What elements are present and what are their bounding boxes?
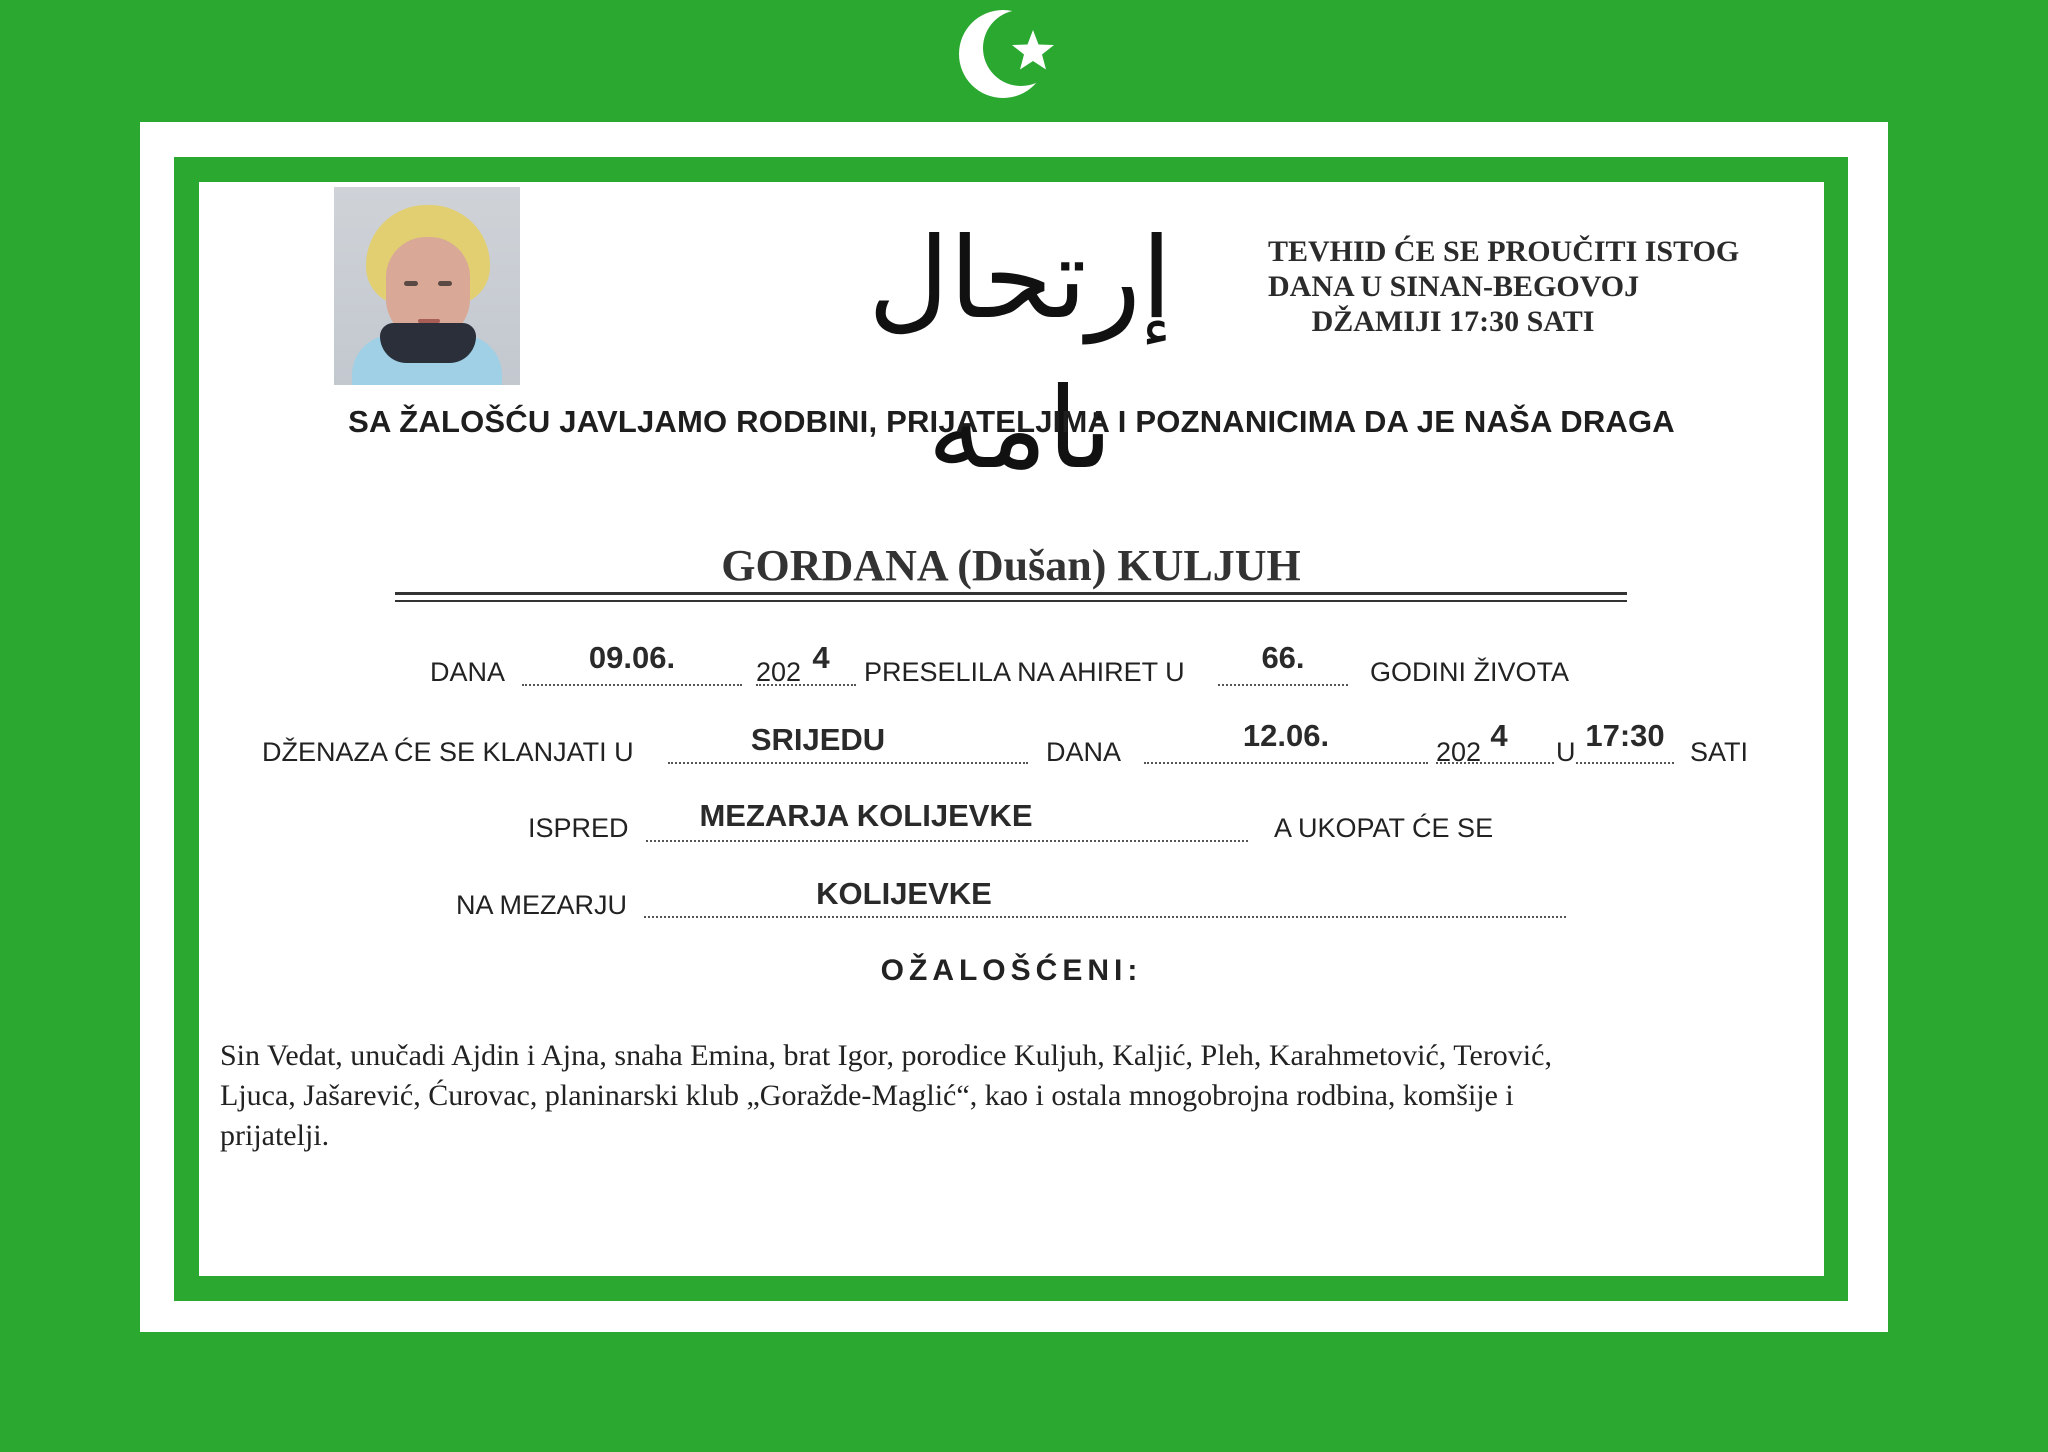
dotted-line [646, 840, 1248, 842]
tevhid-line: DANA U SINAN-BEGOVOJ [1268, 270, 1640, 303]
dotted-line [1144, 762, 1428, 764]
dotted-line [1436, 762, 1554, 764]
tevhid-line: TEVHID ĆE SE PROUČITI ISTOG [1268, 235, 1740, 268]
mourners-line: Sin Vedat, unučadi Ajdin i Ajna, snaha Emina, brat Igor, porodice Kuljuh, Kaljić, Pleh, Karahmetović, Terović, [220, 1039, 1552, 1072]
age-value: 66. [1261, 640, 1305, 675]
dotted-line [756, 684, 856, 686]
tevhid-notice [1268, 234, 1740, 339]
mourners-heading: OŽALOŠĆENI: [880, 954, 1143, 987]
label-dana-2: DANA [1046, 737, 1122, 767]
label-preselila: PRESELILA NA AHIRET U [864, 657, 1185, 687]
tevhid-line: DŽAMIJI 17:30 SATI [1311, 305, 1595, 338]
dotted-line [522, 684, 742, 686]
dotted-line [668, 762, 1028, 764]
label-ispred: ISPRED [528, 813, 629, 843]
label-dzenaza: DŽENAZA ĆE SE KLANJATI U [262, 737, 634, 767]
mourners-line: prijatelji. [220, 1119, 330, 1152]
name-underline [395, 592, 1627, 595]
death-date: 09.06. [588, 640, 676, 675]
arabic-title: إرتحال نامه [867, 214, 1173, 494]
name-underline [395, 600, 1627, 602]
dotted-line [1576, 762, 1674, 764]
label-mezarju: NA MEZARJU [456, 890, 628, 920]
location-value: MEZARJA KOLIJEVKE [699, 798, 1033, 833]
dotted-line [1218, 684, 1348, 686]
intro-text: SA ŽALOŠĆU JAVLJAMO RODBINI, PRIJATELJIMA I POZNANICIMA DA JE NAŠA DRAGA [348, 404, 1675, 439]
mourners-list [220, 1036, 1800, 1156]
portrait-photo [334, 187, 520, 385]
dotted-line [644, 916, 1566, 918]
funeral-time: 17:30 [1585, 718, 1665, 753]
death-year-digit: 4 [812, 640, 830, 675]
funeral-day: SRIJEDU [750, 722, 886, 757]
label-dana: DANA [430, 657, 506, 687]
label-u: U [1556, 737, 1576, 767]
label-godini: GODINI ŽIVOTA [1370, 657, 1570, 687]
year-prefix-2: 202 [1436, 737, 1482, 767]
year-prefix: 202 [756, 657, 802, 687]
funeral-date: 12.06. [1242, 718, 1330, 753]
cemetery-value: KOLIJEVKE [816, 876, 992, 911]
funeral-year-digit: 4 [1490, 718, 1508, 753]
deceased-name: GORDANA (Dušan) KULJUH [721, 541, 1301, 590]
crescent-star-icon [955, 8, 1065, 100]
label-ukopat: A UKOPAT ĆE SE [1274, 813, 1494, 843]
label-sati: SATI [1690, 737, 1749, 767]
mourners-line: Ljuca, Jašarević, Ćurovac, planinarski klub „Goražde-Maglić“, kao i ostala mnogobrojna rodbina, komšije i [220, 1079, 1514, 1112]
